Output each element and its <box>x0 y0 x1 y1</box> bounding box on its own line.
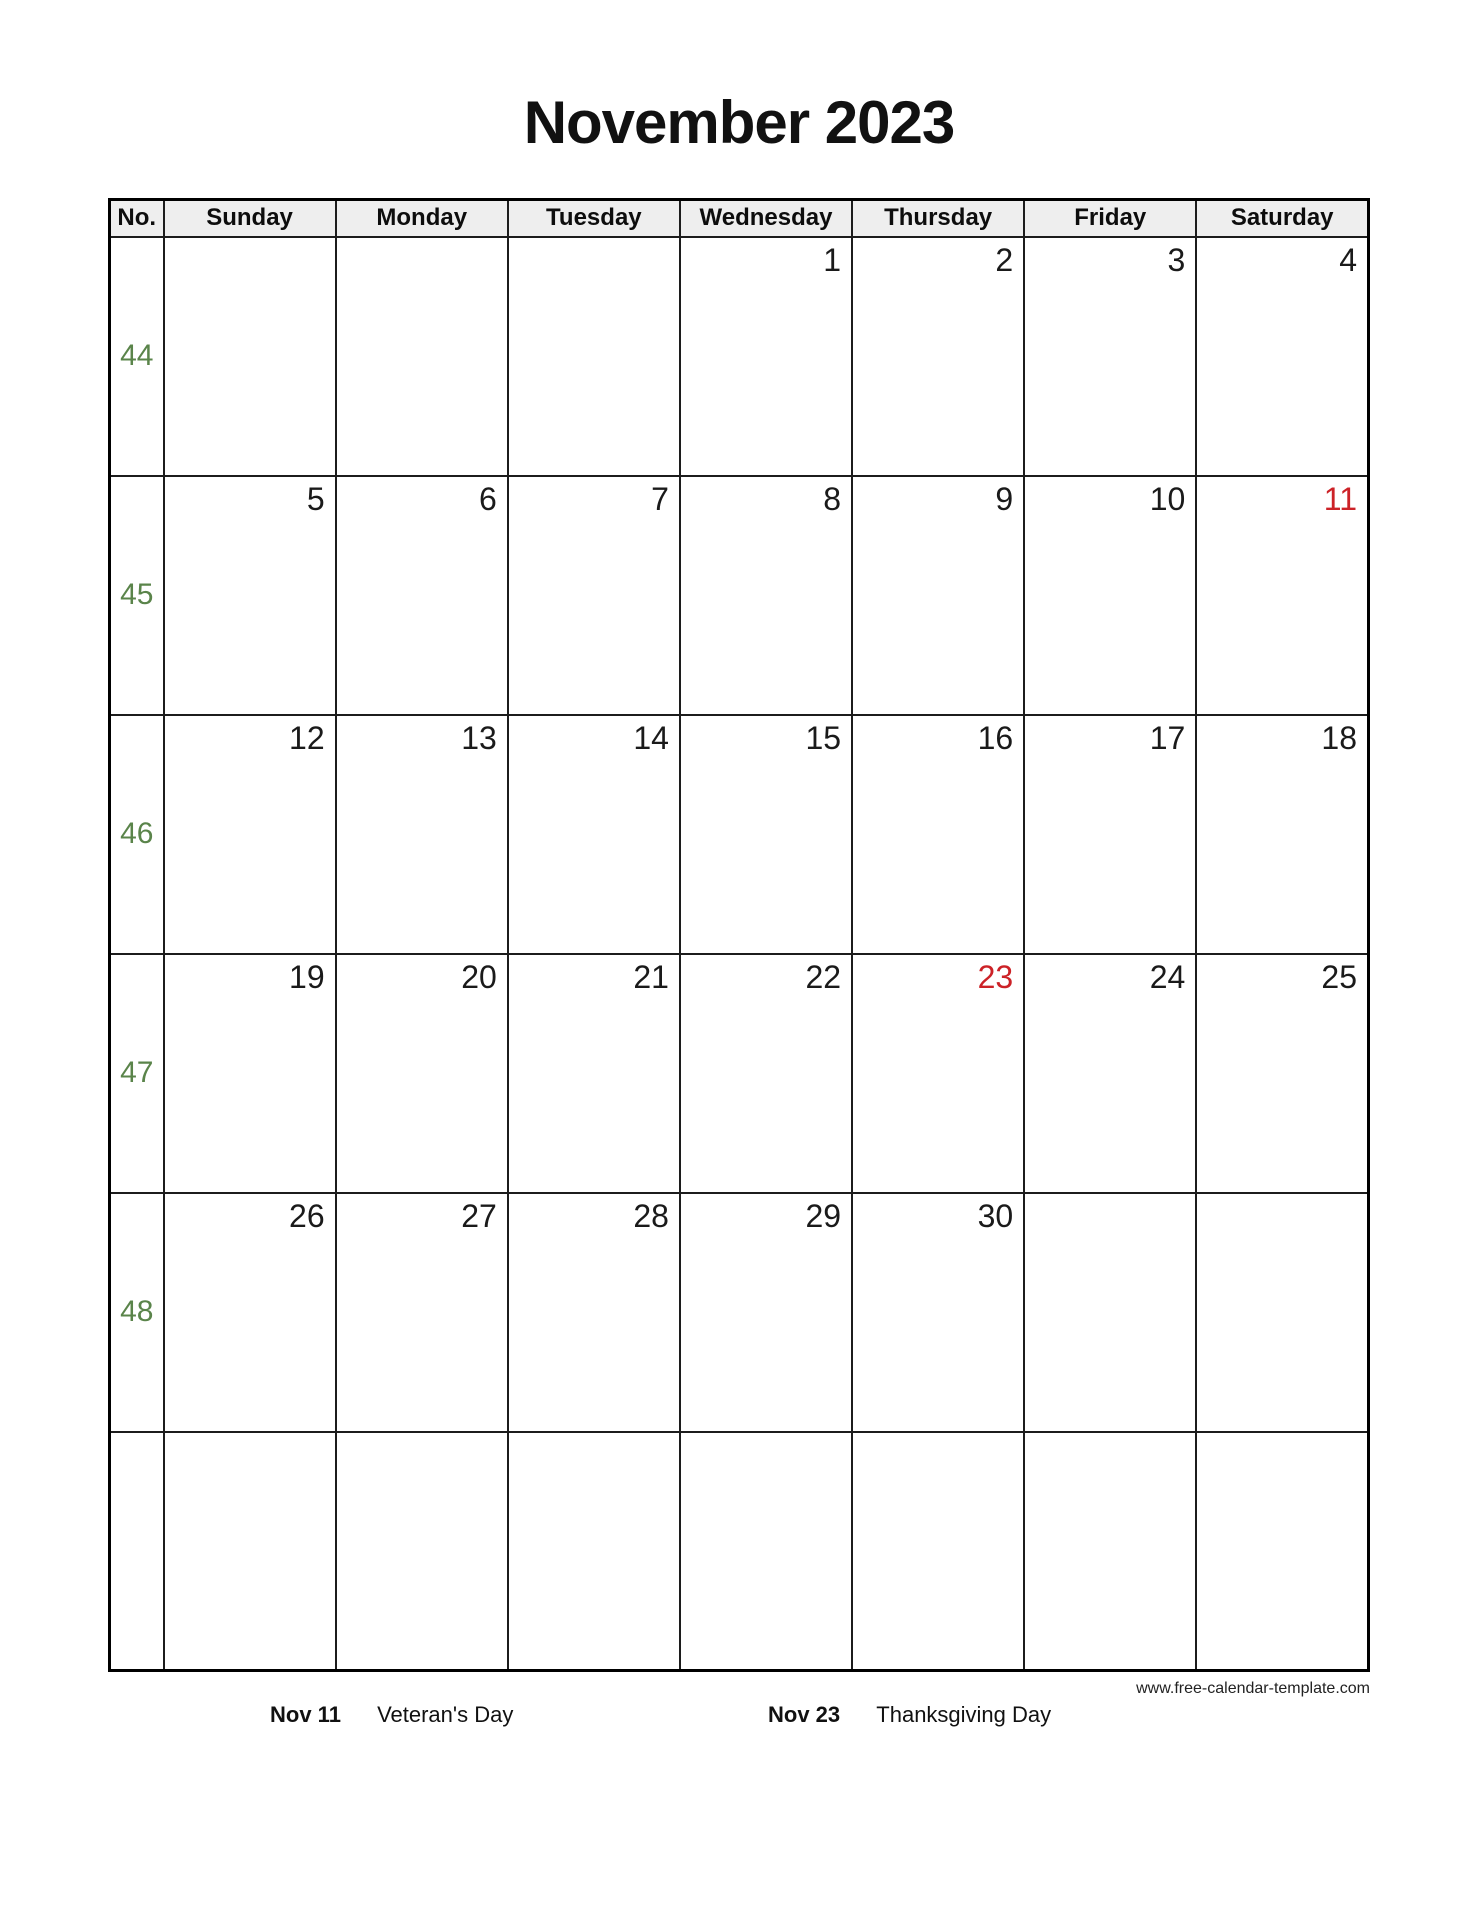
holiday-date-label: Nov 23 <box>768 1702 841 1727</box>
day-cell-18: 18 <box>1196 715 1368 954</box>
day-cell-22: 22 <box>680 954 852 1193</box>
day-cell-30: 30 <box>852 1193 1024 1432</box>
day-cell-12: 12 <box>164 715 336 954</box>
week-number-header: No. <box>110 200 164 237</box>
day-cell-1: 1 <box>680 237 852 476</box>
day-cell-13: 13 <box>336 715 508 954</box>
day-cell-empty <box>336 237 508 476</box>
day-cell-20: 20 <box>336 954 508 1193</box>
day-cell-17: 17 <box>1024 715 1196 954</box>
day-cell-empty <box>164 237 336 476</box>
holiday-entry <box>270 1702 513 1728</box>
day-cell-empty <box>680 1432 852 1671</box>
day-cell-19: 19 <box>164 954 336 1193</box>
calendar-header-row <box>110 200 1369 237</box>
day-header-thursday: Thursday <box>852 200 1024 237</box>
holiday-legend <box>0 1702 1484 1732</box>
day-header-sunday: Sunday <box>164 200 336 237</box>
holiday-name: Veteran's Day <box>377 1702 514 1727</box>
week-number: 48 <box>110 1193 164 1432</box>
page-title: November 2023 <box>523 89 955 156</box>
day-cell-15: 15 <box>680 715 852 954</box>
day-cell-11: 11 <box>1196 476 1368 715</box>
day-cell-21: 21 <box>508 954 680 1193</box>
week-number <box>110 1432 164 1671</box>
day-header-saturday: Saturday <box>1196 200 1368 237</box>
week-number: 44 <box>110 237 164 476</box>
calendar-week-row <box>110 1432 1369 1671</box>
holiday-entry <box>768 1702 1051 1728</box>
day-cell-27: 27 <box>336 1193 508 1432</box>
day-cell-9: 9 <box>852 476 1024 715</box>
holiday-date-label: Nov 11 <box>270 1702 341 1727</box>
day-cell-empty <box>508 1432 680 1671</box>
day-cell-empty <box>1024 1432 1196 1671</box>
day-cell-empty <box>508 237 680 476</box>
day-cell-4: 4 <box>1196 237 1368 476</box>
day-cell-10: 10 <box>1024 476 1196 715</box>
day-header-friday: Friday <box>1024 200 1196 237</box>
holiday-name: Thanksgiving Day <box>876 1702 1052 1727</box>
day-cell-3: 3 <box>1024 237 1196 476</box>
calendar-body <box>110 237 1369 1671</box>
day-cell-23: 23 <box>852 954 1024 1193</box>
day-header-wednesday: Wednesday <box>680 200 852 237</box>
day-cell-26: 26 <box>164 1193 336 1432</box>
day-cell-25: 25 <box>1196 954 1368 1193</box>
calendar-week-row <box>110 954 1369 1193</box>
calendar-week-row <box>110 715 1369 954</box>
day-cell-28: 28 <box>508 1193 680 1432</box>
calendar-week-row <box>110 237 1369 476</box>
week-number: 47 <box>110 954 164 1193</box>
day-cell-empty <box>336 1432 508 1671</box>
day-cell-5: 5 <box>164 476 336 715</box>
calendar-week-row <box>110 1193 1369 1432</box>
week-number: 46 <box>110 715 164 954</box>
calendar-table <box>108 198 1370 1672</box>
day-cell-29: 29 <box>680 1193 852 1432</box>
day-cell-6: 6 <box>336 476 508 715</box>
day-header-tuesday: Tuesday <box>508 200 680 237</box>
day-cell-empty <box>1196 1432 1368 1671</box>
day-cell-empty <box>164 1432 336 1671</box>
calendar-week-row <box>110 476 1369 715</box>
day-cell-8: 8 <box>680 476 852 715</box>
day-cell-24: 24 <box>1024 954 1196 1193</box>
day-cell-14: 14 <box>508 715 680 954</box>
day-header-monday: Monday <box>336 200 508 237</box>
day-cell-empty <box>852 1432 1024 1671</box>
website-credit[interactable]: www.free-calendar-template.com <box>1136 1680 1370 1697</box>
day-cell-2: 2 <box>852 237 1024 476</box>
day-cell-16: 16 <box>852 715 1024 954</box>
week-number: 45 <box>110 476 164 715</box>
day-cell-empty <box>1196 1193 1368 1432</box>
day-cell-empty <box>1024 1193 1196 1432</box>
day-cell-7: 7 <box>508 476 680 715</box>
